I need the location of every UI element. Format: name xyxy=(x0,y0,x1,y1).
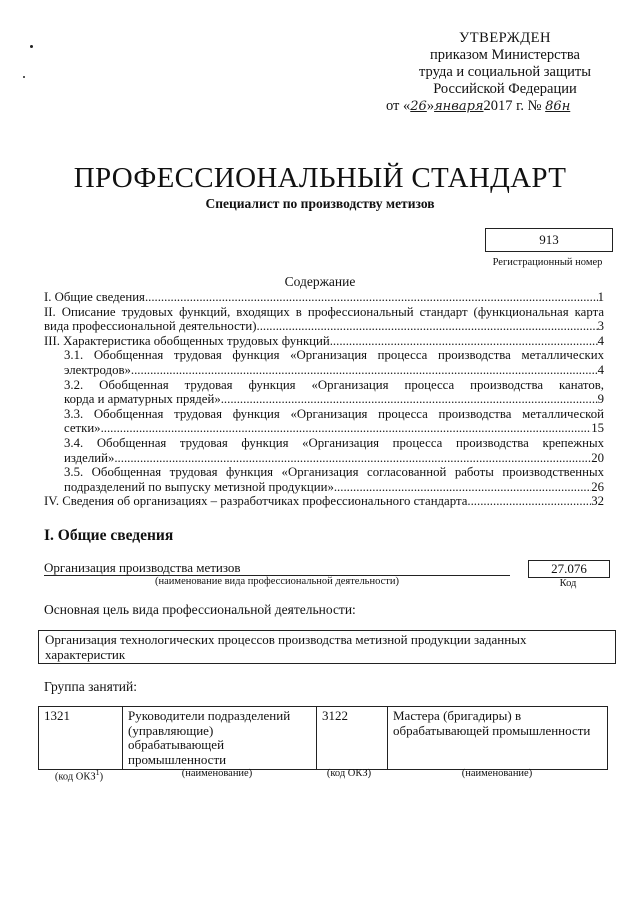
toc-item-text: 3.4. Обобщенная трудовая функция «Организация процесса производства крепежных xyxy=(64,435,604,450)
toc-item[interactable] xyxy=(44,378,604,407)
toc-item-page: 9 xyxy=(597,392,604,407)
occupation-name-cell: Руководители подразделений (управляющие) обрабатывающей промышленности xyxy=(123,707,317,770)
occupation-group-label: Группа занятий: xyxy=(44,679,137,694)
activity-name: Организация производства метизов xyxy=(44,560,510,576)
occupation-name-caption: (наименование) xyxy=(461,768,533,779)
registration-number-box: 913 xyxy=(485,228,613,252)
okz-code-cell: 1321 xyxy=(39,707,123,770)
date-month-handwritten: января xyxy=(434,99,484,114)
toc-title: Содержание xyxy=(284,274,356,289)
registration-number-label: Регистрационный номер xyxy=(492,257,603,268)
caption-text: (код ОКЗ xyxy=(54,771,96,783)
toc-item-page: 4 xyxy=(597,333,604,348)
goal-text: Организация технологических процессов производства метизной продукции заданных xyxy=(45,632,527,647)
toc-item-page: 20 xyxy=(591,450,604,465)
toc-item-text: 3.1. Обобщенная трудовая функция «Организация процесса производства металлических xyxy=(64,348,604,363)
table-of-contents xyxy=(44,290,604,509)
toc-item-page: 26 xyxy=(591,479,604,494)
toc-item-text: вида профессиональной деятельности) xyxy=(44,319,257,334)
approval-date-line xyxy=(386,98,620,115)
okz-code-caption xyxy=(38,768,120,783)
toc-item[interactable] xyxy=(44,290,604,305)
date-quote: » xyxy=(426,98,435,114)
table-row xyxy=(39,707,608,770)
section-heading: I. Общие сведения xyxy=(44,527,174,544)
toc-item-text: изделий» xyxy=(64,450,115,465)
toc-item-page: 4 xyxy=(597,362,604,377)
goal-box xyxy=(38,630,616,664)
toc-item[interactable] xyxy=(44,436,604,465)
activity-code-caption: Код xyxy=(559,578,577,589)
occupation-table xyxy=(38,706,608,770)
toc-item-text: 3.3. Обобщенная трудовая функция «Организация процесса производства металлической xyxy=(64,406,604,421)
toc-item-text: 3.5. Обобщенная трудовая функция «Организация согласованной работы производственных xyxy=(64,465,604,480)
document-title: ПРОФЕССИОНАЛЬНЫЙ СТАНДАРТ xyxy=(73,162,567,194)
toc-item-page: 3 xyxy=(597,319,604,334)
document-subtitle: Специалист по производству метизов xyxy=(205,196,435,211)
toc-item[interactable] xyxy=(44,494,604,509)
toc-item-text: IV. Сведения об организациях – разработчиках профессионального стандарта xyxy=(44,494,468,509)
date-day-handwritten: 26 xyxy=(410,99,427,114)
activity-caption: (наименование вида профессиональной деятельности) xyxy=(155,576,399,587)
approval-line: труда и социальной защиты xyxy=(419,64,591,80)
toc-item-text: I. Общие сведения xyxy=(44,290,145,304)
toc-item[interactable] xyxy=(44,465,604,494)
toc-item-text: электродов» xyxy=(64,362,131,377)
caption-text: ) xyxy=(99,771,104,783)
approval-line: Российской Федерации xyxy=(433,81,577,97)
footnote-mark: 1 xyxy=(95,768,100,777)
toc-item-text: 3.2. Обобщенная трудовая функция «Организация процесса производства канатов, xyxy=(64,377,604,392)
activity-code-box: 27.076 xyxy=(528,560,610,578)
toc-item-text: корда и арматурных прядей» xyxy=(64,392,221,407)
approval-block xyxy=(386,30,620,115)
toc-item[interactable] xyxy=(44,348,604,377)
order-number-handwritten: 86н xyxy=(545,99,571,114)
occupation-name-caption: (наименование) xyxy=(181,768,253,779)
occupation-name-cell: Мастера (бригадиры) в обрабатывающей промышленности xyxy=(388,707,608,770)
toc-item-page: 15 xyxy=(591,421,604,436)
toc-item[interactable] xyxy=(44,305,604,334)
toc-item[interactable] xyxy=(44,407,604,436)
goal-text: характеристик xyxy=(45,646,126,662)
scan-dot xyxy=(23,76,25,78)
approval-line: приказом Министерства xyxy=(430,47,580,63)
scan-dot xyxy=(30,45,33,48)
toc-item-text: III. Характеристика обобщенных трудовых функций xyxy=(44,333,330,348)
toc-item-text: II. Описание трудовых функций, входящих в профессиональный стандарт (функциональная карта xyxy=(44,304,604,319)
toc-item-page: 32 xyxy=(591,494,604,509)
okz-code-cell: 3122 xyxy=(317,707,388,770)
toc-item-text: сетки» xyxy=(64,421,101,436)
approval-head: УТВЕРЖДЕН xyxy=(459,30,551,46)
toc-item-page: 1 xyxy=(597,290,604,304)
okz-code-caption: (код ОКЗ) xyxy=(326,768,372,779)
date-year: 2017 г. № xyxy=(483,98,542,114)
toc-item[interactable] xyxy=(44,334,604,349)
goal-label: Основная цель вида профессиональной деятельности: xyxy=(44,602,356,617)
toc-item-text: подразделений по выпуску метизной продукции» xyxy=(64,479,334,494)
date-prefix: от « xyxy=(386,98,411,114)
